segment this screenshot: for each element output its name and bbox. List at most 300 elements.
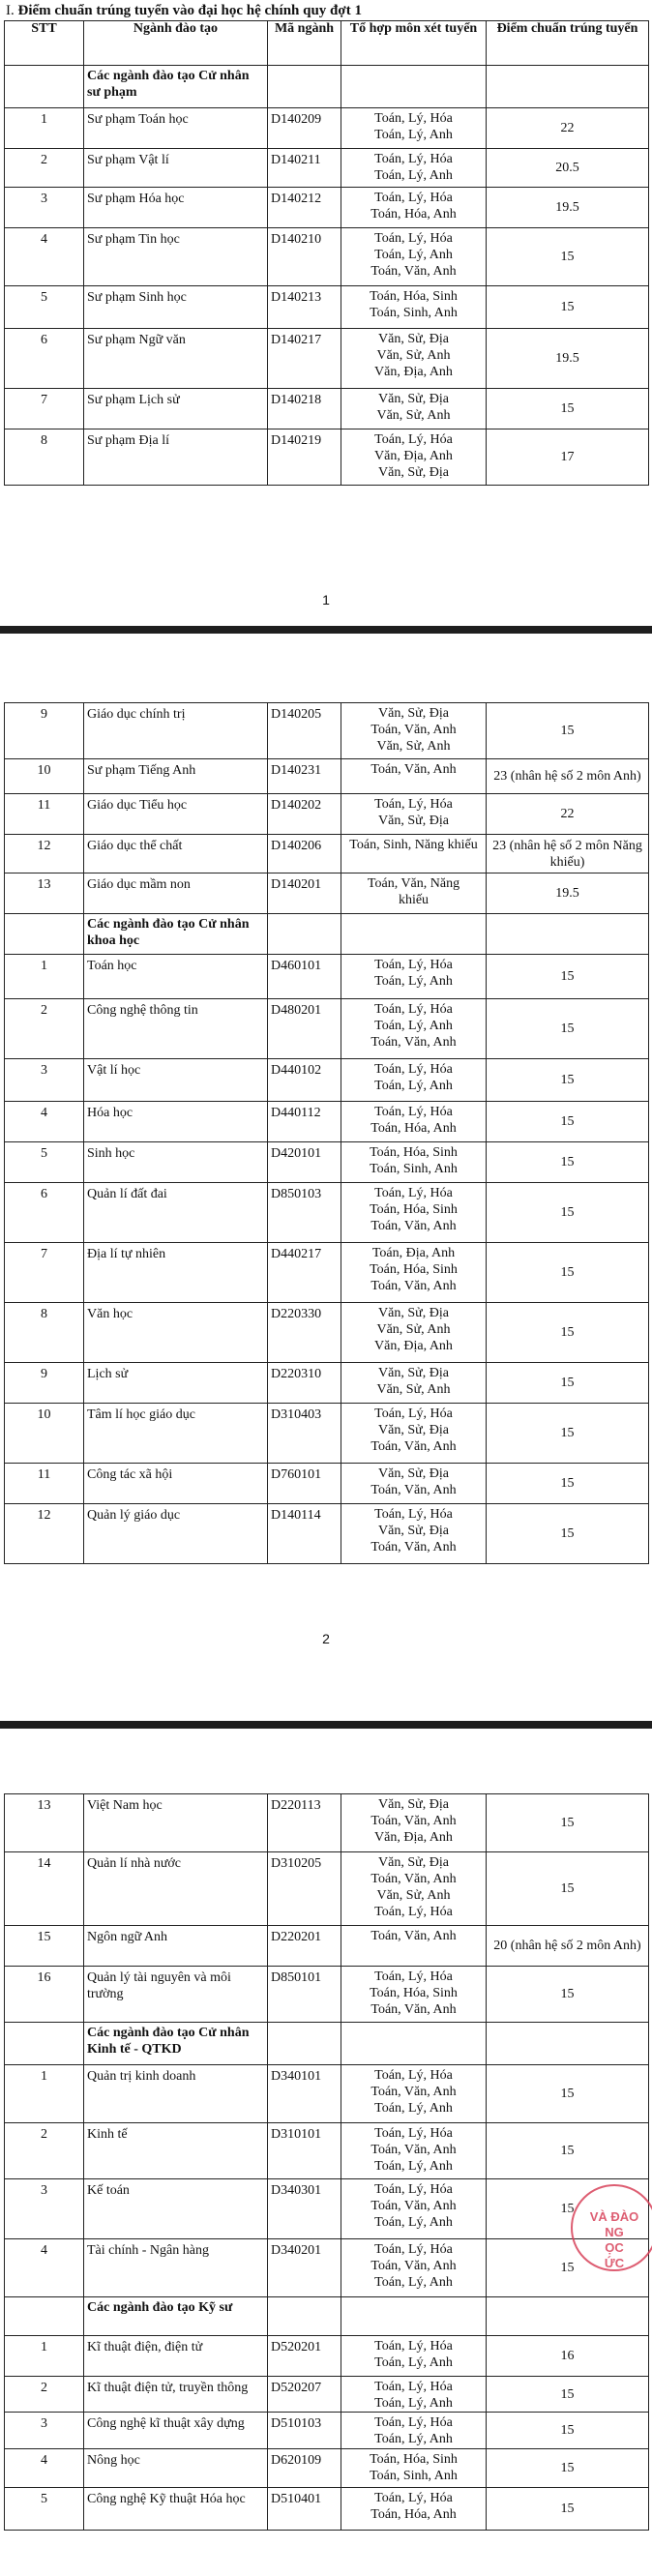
combo-line: Toán, Lý, Hóa [374,1905,453,1919]
combo-line: Toán, Lý, Hóa [374,111,453,126]
empty-cell [268,66,341,108]
combo-line: Toán, Lý, Anh [374,2101,453,2116]
stt-cell: 3 [5,1059,84,1102]
stt-cell [5,914,84,955]
stt-cell: 12 [5,835,84,873]
document-page-1 [0,0,652,619]
empty-cell [268,2023,341,2065]
table-row [5,873,649,914]
stt-cell: 9 [5,703,84,759]
major-code-cell: D140205 [268,703,341,759]
table-row [5,1303,649,1363]
table-row [5,1464,649,1504]
combo-cell [341,1464,487,1504]
table-row [5,429,649,486]
major-code-cell: D460101 [268,955,341,999]
empty-cell [341,2297,487,2336]
table-row [5,2336,649,2377]
stt-cell: 7 [5,389,84,429]
combo-line: Văn, Sử, Địa [378,1524,449,1538]
table-row [5,1504,649,1564]
table-row [5,703,649,759]
score-cell: 15 [487,1794,649,1852]
combo-line: Văn, Sử, Địa [378,1423,449,1437]
combo-line: Toán, Lý, Hóa [374,797,453,812]
major-name-cell: Lịch sử [84,1363,268,1404]
major-name-cell: Tài chính - Ngân hàng [84,2239,268,2297]
combo-line: Toán, Sinh, Anh [370,306,458,320]
combo-line: Toán, Lý, Anh [374,2275,453,2290]
combo-line: Toán, Hóa, Anh [370,207,457,222]
major-name-cell: Giáo dục mầm non [84,873,268,914]
table-body [5,66,649,486]
score-cell: 23 (nhân hệ số 2 môn Năng khiếu) [487,835,649,873]
combo-line: Toán, Văn, Anh [370,1872,457,1886]
combo-cell [341,149,487,188]
major-name-cell: Sư phạm Vật lí [84,149,268,188]
major-name-cell: Công nghệ kĩ thuật xây dựng [84,2413,268,2449]
combo-cell [341,188,487,228]
section-row [5,66,649,108]
combo-line: Văn, Sử, Anh [376,1382,451,1397]
major-name-cell: Kĩ thuật điện tử, truyền thông [84,2377,268,2413]
score-cell: 20 (nhân hệ số 2 môn Anh) [487,1926,649,1967]
score-cell: 15 [487,1852,649,1926]
col-header-stt: STT [5,21,84,66]
score-cell: 15 [487,1464,649,1504]
stt-cell: 15 [5,1926,84,1967]
combo-line: Toán, Văn, Anh [370,264,457,279]
score-cell: 19.5 [487,873,649,914]
score-cell: 15 [487,999,649,1059]
stt-cell: 5 [5,286,84,329]
table-row [5,286,649,329]
combo-line: Toán, Lý, Hóa [374,1002,453,1017]
major-code-cell: D620109 [268,2449,341,2488]
major-code-cell: D340301 [268,2179,341,2239]
stt-cell: 4 [5,2239,84,2297]
combo-cell [341,1404,487,1464]
empty-cell [341,2023,487,2065]
major-code-cell: D440102 [268,1059,341,1102]
stt-cell: 4 [5,2449,84,2488]
combo-cell [341,873,487,914]
combo-cell [341,2336,487,2377]
major-code-cell: D480201 [268,999,341,1059]
score-table-page-1 [4,20,649,486]
combo-cell [341,228,487,286]
combo-cell [341,1059,487,1102]
combo-line: Toán, Hóa, Anh [370,1121,457,1136]
major-name-cell: Công nghệ thông tin [84,999,268,1059]
score-cell: 15 [487,286,649,329]
section-title: Các ngành đào tạo Cử nhân Kinh tế - QTKD [84,2023,268,2065]
major-code-cell: D850101 [268,1967,341,2023]
score-cell: 15 [487,2065,649,2123]
major-name-cell: Công nghệ Kỹ thuật Hóa học [84,2488,268,2531]
combo-line: Toán, Lý, Hóa [374,1062,453,1077]
page-separator [0,626,652,634]
table-row [5,835,649,873]
score-table-page-3 [4,1793,649,2531]
table-row [5,2377,649,2413]
combo-cell [341,1794,487,1852]
combo-line: Văn, Sử, Anh [376,1322,451,1337]
stt-cell: 13 [5,1794,84,1852]
table-row [5,955,649,999]
major-code-cell: D220310 [268,1363,341,1404]
combo-line: Văn, Sử, Địa [378,706,449,721]
major-name-cell: Sư phạm Hóa học [84,188,268,228]
table-row [5,1142,649,1183]
table-row [5,108,649,149]
major-code-cell: D140206 [268,835,341,873]
stt-cell: 6 [5,329,84,389]
combo-line: Toán, Hóa, Sinh [370,1145,458,1160]
combo-line: Toán, Văn, Anh [370,1035,457,1050]
score-cell: 15 [487,2179,649,2239]
combo-cell [341,2413,487,2449]
combo-line: Toán, Lý, Hóa [374,1507,453,1522]
combo-line: Toán, Văn, Anh [370,1439,457,1454]
combo-line: Toán, Hóa, Sinh [370,1262,458,1277]
combo-line: Toán, Lý, Hóa [374,2068,453,2083]
combo-line: Toán, Lý, Anh [374,2159,453,2174]
combo-line: Toán, Lý, Hóa [374,1969,453,1984]
major-code-cell: D440217 [268,1243,341,1303]
empty-cell [487,2023,649,2065]
table-row [5,2065,649,2123]
table-row [5,999,649,1059]
stt-cell: 4 [5,1102,84,1142]
combo-line: Toán, Sinh, Anh [370,2469,458,2483]
combo-line: Toán, Lý, Hóa [374,2491,453,2505]
combo-line: Toán, Lý, Hóa [374,2339,453,2354]
score-cell: 15 [487,1243,649,1303]
combo-cell [341,1243,487,1303]
stt-cell: 5 [5,1142,84,1183]
combo-line: Toán, Hóa, Sinh [370,1986,458,2000]
major-name-cell: Quản lý tài nguyên và môi trường [84,1967,268,2023]
combo-line: Văn, Sử, Địa [378,1855,449,1870]
stt-cell: 10 [5,1404,84,1464]
major-name-cell: Sư phạm Sinh học [84,286,268,329]
major-name-cell: Sư phạm Tiếng Anh [84,759,268,794]
combo-line: Toán, Văn, Anh [370,1279,457,1293]
table-row [5,1102,649,1142]
official-stamp [571,2184,652,2271]
combo-cell [341,1852,487,1926]
major-name-cell: Việt Nam học [84,1794,268,1852]
stt-cell: 11 [5,1464,84,1504]
combo-line: Văn, Địa, Anh [374,1339,453,1353]
major-code-cell: D510401 [268,2488,341,2531]
empty-cell [487,914,649,955]
combo-cell [341,1504,487,1564]
stamp-text: ỨC [604,2256,625,2270]
combo-line: Toán, Lý, Anh [374,2432,453,2446]
stt-cell: 16 [5,1967,84,2023]
document-page-3 [0,1730,652,2576]
combo-line: khiếu [398,893,430,907]
major-code-cell: D850103 [268,1183,341,1243]
combo-cell [341,2239,487,2297]
major-name-cell: Nông học [84,2449,268,2488]
page-number: 2 [322,1631,330,1646]
score-cell: 15 [487,2123,649,2179]
major-code-cell: D140212 [268,188,341,228]
stt-cell: 1 [5,955,84,999]
combo-line: Toán, Hóa, Anh [370,2507,457,2522]
table-row [5,389,649,429]
score-cell: 22 [487,794,649,835]
combo-line: Văn, Sử, Địa [378,332,449,346]
major-code-cell: D140213 [268,286,341,329]
table-row [5,1059,649,1102]
col-header-code: Mã ngành [268,21,341,66]
combo-line: Toán, Lý, Hóa [374,2380,453,2394]
major-code-cell: D140231 [268,759,341,794]
section-row [5,2297,649,2336]
combo-cell [341,2377,487,2413]
score-cell: 23 (nhân hệ số 2 môn Anh) [487,759,649,794]
combo-cell [341,1183,487,1243]
score-cell: 15 [487,1404,649,1464]
major-name-cell: Công tác xã hội [84,1464,268,1504]
table-row [5,1967,649,2023]
table-row [5,759,649,794]
score-cell: 15 [487,1102,649,1142]
score-cell: 15 [487,1183,649,1243]
score-table-page-2 [4,702,649,1564]
col-header-score: Điểm chuẩn trúng tuyển [487,21,649,66]
stt-cell: 8 [5,429,84,486]
stt-cell: 1 [5,108,84,149]
major-name-cell: Văn học [84,1303,268,1363]
combo-line: Văn, Sử, Anh [376,739,451,754]
combo-line: Toán, Lý, Hóa [374,152,453,166]
stt-cell: 3 [5,188,84,228]
section-title: Các ngành đào tạo Cử nhân khoa học [84,914,268,955]
stt-cell: 11 [5,794,84,835]
combo-cell [341,759,487,794]
combo-line: Văn, Sử, Anh [376,408,451,423]
page-number: 1 [322,592,330,607]
stamp-text: ỌC [605,2240,624,2255]
combo-cell [341,429,487,486]
score-cell: 15 [487,1142,649,1183]
stt-cell: 2 [5,149,84,188]
empty-cell [487,2297,649,2336]
stt-cell: 2 [5,2377,84,2413]
combo-line: Toán, Hóa, Sinh [370,2452,458,2467]
combo-line: Văn, Địa, Anh [374,449,453,463]
major-name-cell: Ngôn ngữ Anh [84,1926,268,1967]
score-cell: 15 [487,955,649,999]
combo-line: Văn, Sử, Địa [378,1306,449,1320]
table-row [5,1363,649,1404]
major-code-cell: D140211 [268,149,341,188]
major-code-cell: D520201 [268,2336,341,2377]
combo-line: Toán, Lý, Anh [374,974,453,989]
major-name-cell: Quản trị kinh doanh [84,2065,268,2123]
score-cell: 19.5 [487,188,649,228]
combo-line: Toán, Văn, Anh [370,723,457,737]
combo-line: Toán, Hóa, Sinh [370,1202,458,1217]
score-cell: 15 [487,2413,649,2449]
combo-line: Văn, Sử, Anh [376,348,451,363]
score-cell: 15 [487,2377,649,2413]
major-code-cell: D510103 [268,2413,341,2449]
major-name-cell: Giáo dục chính trị [84,703,268,759]
table-row [5,2123,649,2179]
section-heading [6,0,362,21]
major-code-cell: D220113 [268,1794,341,1852]
major-name-cell: Kinh tế [84,2123,268,2179]
combo-line: Toán, Văn, Anh [370,1929,457,1943]
score-cell: 17 [487,429,649,486]
combo-line: Toán, Lý, Hóa [374,2126,453,2141]
major-code-cell: D310101 [268,2123,341,2179]
major-code-cell: D760101 [268,1464,341,1504]
combo-cell [341,329,487,389]
col-header-major: Ngành đào tạo [84,21,268,66]
major-code-cell: D340201 [268,2239,341,2297]
major-code-cell: D310205 [268,1852,341,1926]
major-code-cell: D220201 [268,1926,341,1967]
combo-line: Toán, Văn, Anh [370,762,457,777]
major-code-cell: D140218 [268,389,341,429]
score-cell: 16 [487,2336,649,2377]
page-separator [0,1721,652,1729]
combo-cell [341,1102,487,1142]
score-cell: 15 [487,228,649,286]
combo-line: Văn, Sử, Địa [378,1466,449,1481]
major-code-cell: D440112 [268,1102,341,1142]
major-name-cell: Sư phạm Tin học [84,228,268,286]
major-name-cell: Vật lí học [84,1059,268,1102]
major-code-cell: D140209 [268,108,341,149]
combo-line: Toán, Lý, Hóa [374,958,453,972]
stt-cell: 2 [5,999,84,1059]
combo-line: Toán, Lý, Anh [374,2355,453,2370]
section-title: Các ngành đào tạo Cử nhân sư phạm [84,66,268,108]
combo-cell [341,286,487,329]
stt-cell [5,2023,84,2065]
combo-line: Văn, Sử, Địa [378,465,449,480]
stt-cell: 7 [5,1243,84,1303]
table-row [5,188,649,228]
major-name-cell: Địa lí tự nhiên [84,1243,268,1303]
combo-line: Văn, Sử, Anh [376,1888,451,1903]
major-code-cell: D140202 [268,794,341,835]
combo-line: Toán, Văn, Anh [370,2259,457,2273]
combo-line: Toán, Lý, Hóa [374,432,453,447]
major-name-cell: Tâm lí học giáo dục [84,1404,268,1464]
stt-cell: 9 [5,1363,84,1404]
combo-line: Toán, Lý, Anh [374,168,453,183]
combo-cell [341,1303,487,1363]
combo-line: Toán, Lý, Hóa [374,2242,453,2257]
major-name-cell: Giáo dục Tiểu học [84,794,268,835]
major-name-cell: Sư phạm Địa lí [84,429,268,486]
major-name-cell: Quản lí đất đai [84,1183,268,1243]
combo-line: Toán, Sinh, Năng khiếu [349,838,478,852]
combo-line: Toán, Văn, Anh [370,1540,457,1554]
combo-cell [341,955,487,999]
major-name-cell: Sư phạm Ngữ văn [84,329,268,389]
combo-cell [341,703,487,759]
major-code-cell: D420101 [268,1142,341,1183]
stt-cell: 5 [5,2488,84,2531]
major-code-cell: D140217 [268,329,341,389]
major-code-cell: D140210 [268,228,341,286]
stamp-text: VÀ ĐÀO [589,2209,639,2224]
combo-cell [341,1926,487,1967]
table-row [5,228,649,286]
table-body [5,703,649,1564]
table-row [5,2179,649,2239]
combo-line: Toán, Lý, Anh [374,1079,453,1093]
table-row [5,2449,649,2488]
stt-cell: 10 [5,759,84,794]
table-row [5,2488,649,2531]
combo-cell [341,835,487,873]
major-name-cell: Toán học [84,955,268,999]
score-cell: 20.5 [487,149,649,188]
stt-cell [5,2297,84,2336]
combo-cell [341,108,487,149]
table-row [5,329,649,389]
stt-cell: 2 [5,2123,84,2179]
heading-title: Điểm chuẩn trúng tuyển vào đại học hệ chính quy đợt 1 [17,3,362,18]
combo-line: Toán, Văn, Anh [370,2199,457,2213]
score-cell: 19.5 [487,329,649,389]
stt-cell: 1 [5,2336,84,2377]
table-row [5,1183,649,1243]
combo-cell [341,2065,487,2123]
table-row [5,2239,649,2297]
combo-cell [341,389,487,429]
combo-line: Toán, Văn, Anh [370,1483,457,1497]
combo-cell [341,2488,487,2531]
major-code-cell: D340101 [268,2065,341,2123]
combo-line: Văn, Địa, Anh [374,365,453,379]
table-row [5,1794,649,1852]
table-row [5,1926,649,1967]
major-name-cell: Kế toán [84,2179,268,2239]
combo-line: Toán, Lý, Hóa [374,2182,453,2197]
combo-line: Toán, Lý, Hóa [374,2415,453,2430]
combo-line: Văn, Sử, Địa [378,1366,449,1380]
stt-cell: 3 [5,2179,84,2239]
major-name-cell: Sư phạm Lịch sử [84,389,268,429]
major-name-cell: Kĩ thuật điện, điện tử [84,2336,268,2377]
combo-line: Toán, Lý, Hóa [374,1105,453,1119]
major-name-cell: Hóa học [84,1102,268,1142]
combo-cell [341,1967,487,2023]
combo-cell [341,2123,487,2179]
combo-cell [341,999,487,1059]
combo-cell [341,2179,487,2239]
score-cell: 15 [487,1059,649,1102]
combo-cell [341,1363,487,1404]
major-code-cell: D140201 [268,873,341,914]
combo-cell [341,794,487,835]
score-cell: 15 [487,703,649,759]
combo-line: Toán, Lý, Hóa [374,1406,453,1421]
combo-line: Toán, Lý, Hóa [374,1186,453,1200]
